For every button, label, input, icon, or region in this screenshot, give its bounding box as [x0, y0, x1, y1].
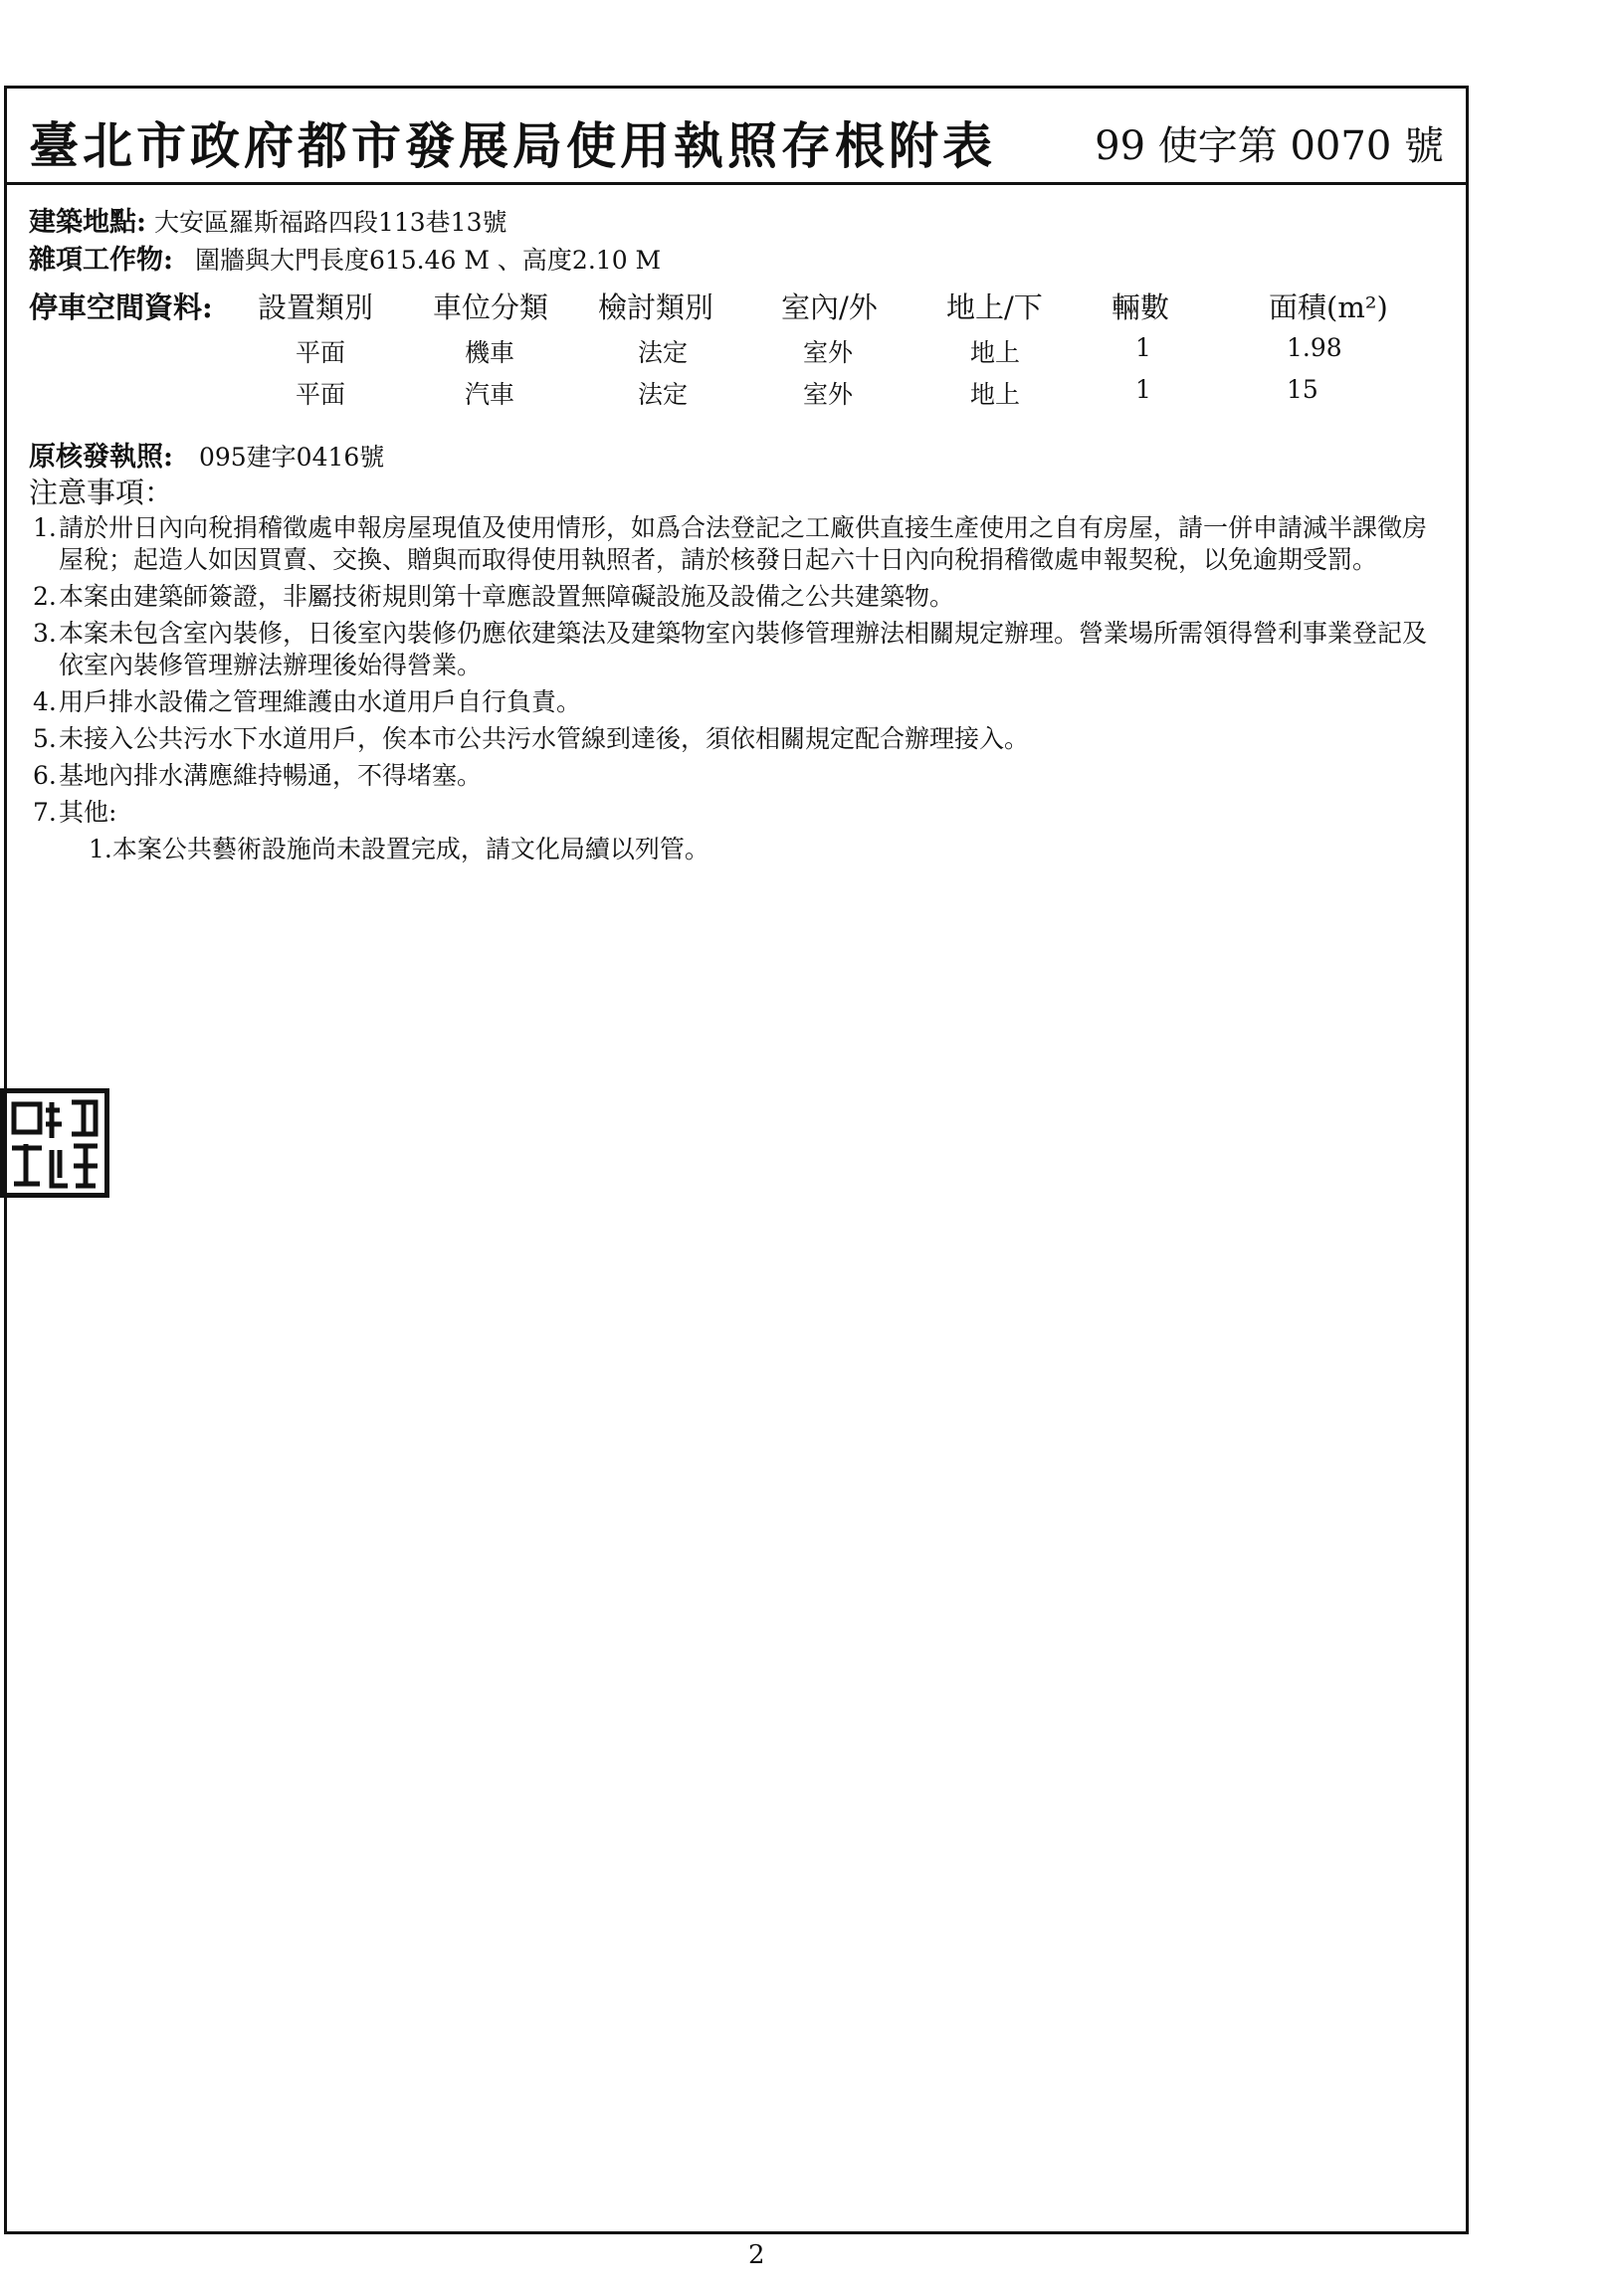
- table-cell: 1.98: [1287, 333, 1342, 362]
- table-row: [7, 375, 1466, 413]
- table-cell: 15: [1287, 375, 1318, 404]
- note-number: 4.: [33, 687, 57, 716]
- parking-col-header: 檢討類別: [598, 290, 714, 324]
- table-row: [7, 333, 1466, 371]
- note-number: 2.: [33, 582, 57, 611]
- misc-structure-label: 雜項工作物:: [29, 245, 173, 276]
- parking-col-header: 室內/外: [781, 290, 878, 324]
- document-frame: [4, 86, 1469, 2234]
- location-line: [29, 200, 507, 239]
- table-cell: 平面: [296, 380, 346, 409]
- note-text: 本案由建築師簽證，非屬技術規則第十章應設置無障礙設施及設備之公共建築物。: [59, 582, 955, 611]
- note-number: 1.: [33, 513, 57, 542]
- table-cell: 平面: [296, 338, 346, 367]
- parking-table-header: [7, 286, 1466, 325]
- table-cell: 室外: [803, 338, 854, 367]
- list-item: [33, 581, 1446, 613]
- table-cell: 室外: [803, 380, 854, 409]
- notes-heading: 注意事項：: [29, 476, 174, 509]
- note-number: 5.: [33, 724, 57, 753]
- location-label: 建築地點:: [29, 207, 146, 238]
- table-cell: 1: [1135, 375, 1151, 404]
- document-title: 臺北市政府都市發展局使用執照存根附表: [29, 116, 996, 175]
- table-cell: 1: [1135, 333, 1151, 362]
- official-seal-icon: [0, 1088, 109, 1198]
- list-item: [33, 797, 1446, 829]
- parking-col-header: 設置類別: [258, 290, 374, 324]
- page-number: 2: [748, 2240, 765, 2270]
- original-permit-value: 095建字0416號: [198, 443, 385, 472]
- title-bar: [7, 89, 1466, 185]
- note-text: 本案未包含室內裝修，日後室內裝修仍應依建築法及建築物室內裝修管理辦法相關規定辦理。營業場所需領得營利事業登記及依室內裝修管理辦法辦理後始得營業。: [59, 619, 1428, 679]
- note-text: 用戶排水設備之管理維護由水道用戶自行負責。: [59, 687, 582, 716]
- parking-col-header: 輛數: [1111, 290, 1170, 324]
- note-text: 其他:: [59, 798, 117, 827]
- note-text: 未接入公共污水下水道用戶，俟本市公共污水管線到達後，須依相關規定配合辦理接入。: [59, 724, 1030, 753]
- table-cell: 汽車: [465, 380, 515, 409]
- list-item: [33, 760, 1446, 792]
- table-cell: 機車: [465, 338, 515, 367]
- parking-col-header: 車位分類: [433, 290, 549, 324]
- table-cell: 法定: [638, 338, 689, 367]
- parking-col-header: 面積(m²): [1269, 290, 1388, 324]
- notes-list: [33, 512, 1446, 865]
- table-cell: 地上: [970, 380, 1021, 409]
- sub-note: 1.本案公共藝術設施尚未設置完成，請文化局續以列管。: [89, 835, 709, 863]
- list-item: [33, 512, 1446, 576]
- list-item: [33, 618, 1446, 681]
- misc-structure-value: 圍牆與大門長度615.46 M 、高度2.10 M: [194, 246, 662, 275]
- location-value: 大安區羅斯福路四段113巷13號: [153, 208, 507, 237]
- original-permit-label: 原核發執照:: [29, 442, 173, 473]
- list-item: [33, 723, 1446, 755]
- note-number: 3.: [33, 619, 57, 648]
- misc-structure-line: [29, 238, 661, 277]
- note-text: 基地內排水溝應維持暢通，不得堵塞。: [59, 761, 483, 790]
- note-text: 請於卅日內向稅捐稽徵處申報房屋現值及使用情形，如爲合法登記之工廠供直接生產使用之自有房屋，請一併申請減半課徵房屋稅；起造人如因買賣、交換、贈與而取得使用執照者，請於核發日起六十日內向稅捐稽徵處申報契稅，以免逾期受罰。: [59, 513, 1428, 574]
- parking-label: 停車空間資料:: [29, 290, 213, 324]
- note-number: 6.: [33, 761, 57, 790]
- table-cell: 法定: [638, 380, 689, 409]
- permit-number: 99 使字第 0070 號: [1095, 123, 1444, 169]
- list-item: [33, 686, 1446, 718]
- original-permit-line: [29, 435, 384, 474]
- table-cell: 地上: [970, 338, 1021, 367]
- parking-col-header: 地上/下: [946, 290, 1043, 324]
- note-number: 7.: [33, 798, 57, 827]
